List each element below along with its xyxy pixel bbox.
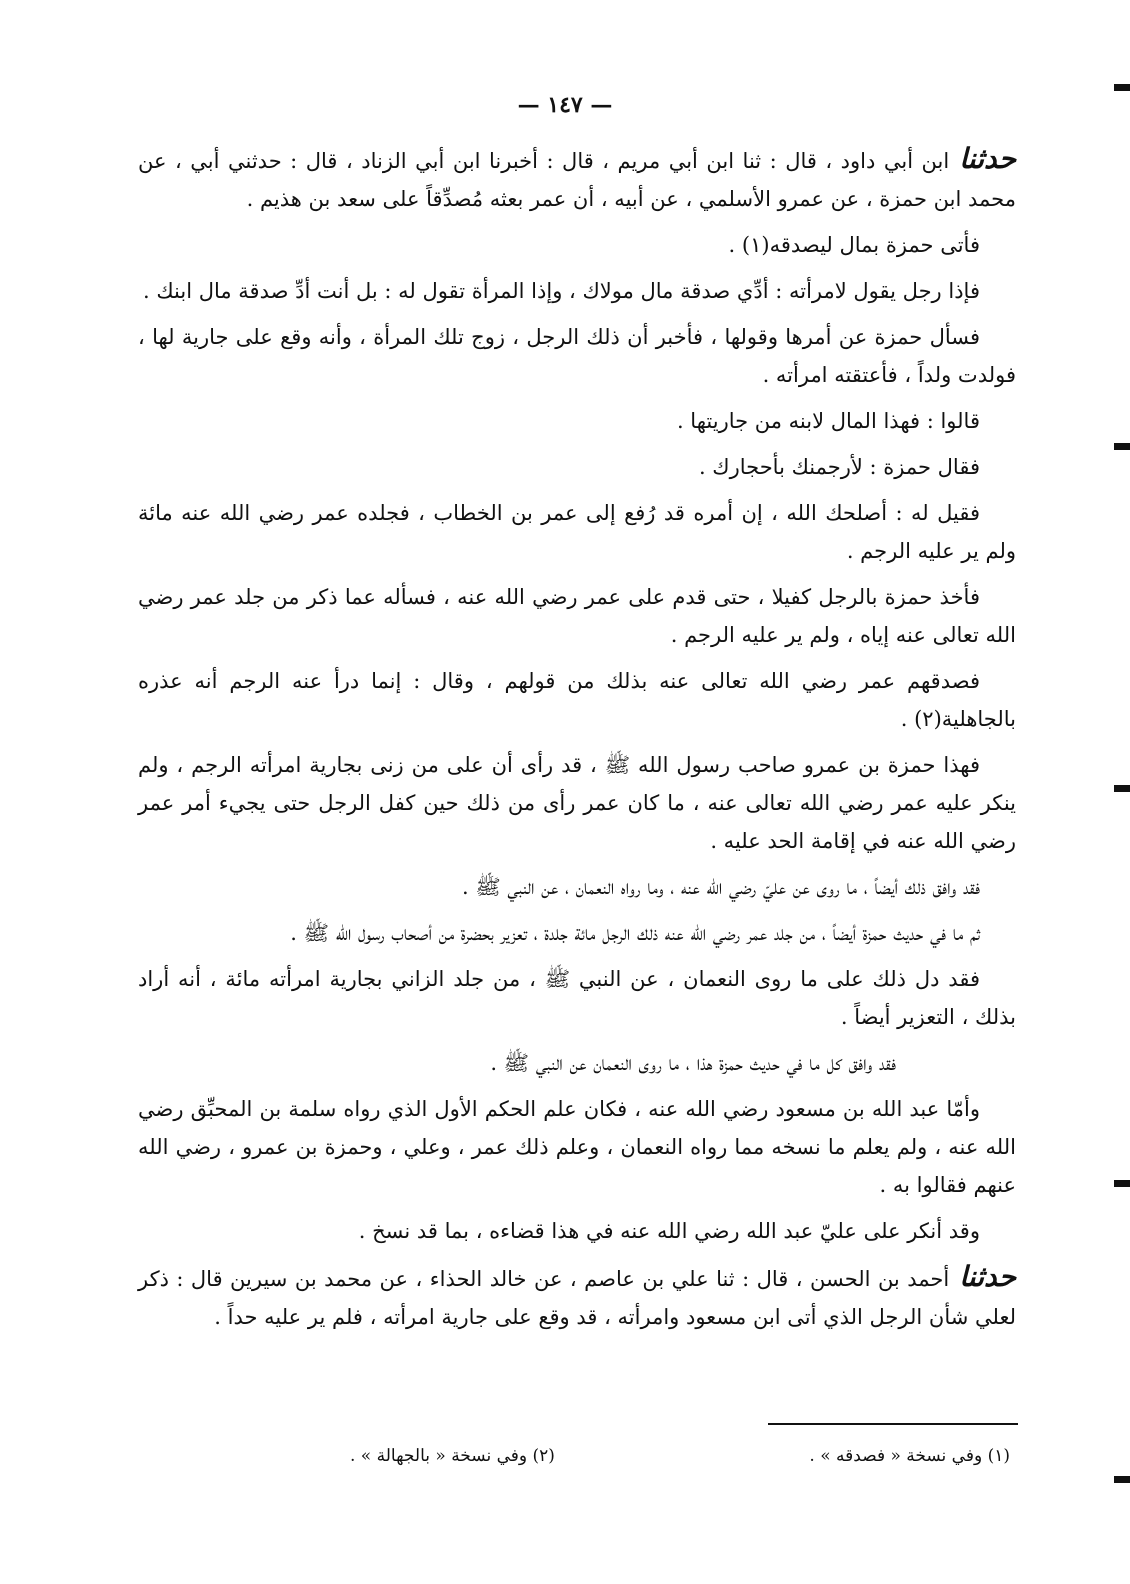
paragraph-13: فقد دل ذلك على ما روى النعمان ، عن النبي ﷺ ، من جلد الزاني بجارية امرأته مائة ، أنه أراد بذلك ، التعزير أيضاً .	[138, 967, 1016, 1029]
paragraph-9: فصدقهم عمر رضي الله تعالى عنه بذلك من قولهم ، وقال : إنما درأ عنه الرجم أنه عذره بالجاهلية(٢) .	[138, 669, 1016, 731]
paragraph-1-text: ابن أبي داود ، قال : ثنا ابن أبي مريم ، قال : أخبرنا ابن أبي الزناد ، قال : حدثني أبي ، عن محمد ابن حمزة ، عن عمرو الأسلمي ، عن أبيه ، أن عمر بعثه مُصدِّقاً على سعد بن هذيم .	[138, 149, 1016, 211]
paragraph-8: فأخذ حمزة بالرجل كفيلا ، حتى قدم على عمر رضي الله عنه ، فسأله عما ذكر من جلد عمر رضي الله تعالى عنه إياه ، ولم ير عليه الرجم .	[138, 585, 1016, 647]
footnotes	[350, 1446, 1010, 1466]
paragraph-2: فأتى حمزة بمال ليصدقه(١) .	[728, 233, 980, 257]
page-number: — ١٤٧ —	[517, 92, 613, 118]
paragraph-4: فسأل حمزة عن أمرها وقولها ، فأخبر أن ذلك الرجل ، زوج تلك المرأة ، وأنه وقع على جارية لها ، فولدت ولداً ، فأعتقته امرأته .	[138, 325, 1016, 387]
scan-edge-mark	[1114, 443, 1130, 450]
paragraph-7: فقيل له : أصلحك الله ، إن أمره قد رُفع إلى عمر بن الخطاب ، فجلده عمر رضي الله عنه مائة ولم ير عليه الرجم .	[138, 501, 1016, 563]
paragraph-1	[138, 140, 1016, 218]
paragraph-12: ثم ما في حديث حمزة أيضاً ، من جلد عمر رضي الله عنه ذلك الرجل مائة جلدة ، تعزير بحضرة من أصحاب رسول الله ﷺ .	[290, 921, 980, 945]
scan-edge-mark	[1114, 84, 1130, 91]
scan-edge-mark	[1114, 1476, 1130, 1483]
body-text	[138, 140, 1016, 1344]
footnote-2: (٢) وفي نسخة « بالجهالة » .	[350, 1446, 555, 1466]
paragraph-6: فقال حمزة : لأرجمنك بأحجارك .	[698, 455, 980, 479]
paragraph-17-text: أحمد بن الحسن ، قال : ثنا علي بن عاصم ، عن خالد الحذاء ، عن محمد بن سيرين قال : ذكر لعلي شأن الرجل الذي أتى ابن مسعود وامرأته ، قد وقع على جارية امرأته ، فلم ير عليه حداً .	[138, 1267, 1016, 1329]
scan-edge-mark	[1114, 785, 1130, 792]
paragraph-16: وقد أنكر على عليّ عبد الله رضي الله عنه في هذا قضاءه ، بما قد نسخ .	[358, 1219, 980, 1243]
paragraph-10: فهذا حمزة بن عمرو صاحب رسول الله ﷺ ، قد رأى أن على من زنى بجارية امرأته الرجم ، ولم ينكر عليه عمر رضي الله تعالى عنه ، ما كان عمر رأى من ذلك حين كفل الرجل حتى يجيء أمر عمر رضي الله عنه في إقامة الحد عليه .	[138, 753, 1016, 853]
paragraph-14: فقد وافق كل ما في حديث حمزة هذا ، ما روى النعمان عن النبي ﷺ .	[490, 1051, 896, 1075]
paragraph-15: وأمّا عبد الله بن مسعود رضي الله عنه ، فكان علم الحكم الأول الذي رواه سلمة بن المحبِّق رضي الله عنه ، ولم يعلم ما نسخه مما رواه النعمان ، وعلم ذلك عمر ، وعلي ، وحمزة بن عمرو ، رضي الله عنهم فقالوا به .	[138, 1097, 1016, 1197]
paragraph-17	[138, 1258, 1016, 1336]
paragraph-1-lead: حدثنا	[959, 142, 1016, 175]
footnote-separator	[768, 1423, 1018, 1425]
paragraph-5: قالوا : فهذا المال لابنه من جاريتها .	[676, 409, 980, 433]
footnote-1: (١) وفي نسخة « فصدقه » .	[809, 1446, 1010, 1466]
paragraph-11: فقد وافق ذلك أيضاً ، ما روى عن عليّ رضي الله عنه ، وما رواه النعمان ، عن النبي ﷺ .	[462, 875, 980, 899]
paragraph-3: فإذا رجل يقول لامرأته : أدِّي صدقة مال مولاك ، وإذا المرأة تقول له : بل أنت أدِّ صدقة مال ابنك .	[142, 279, 980, 303]
scan-edge-mark	[1114, 1180, 1130, 1187]
paragraph-17-lead: حدثنا	[959, 1260, 1016, 1293]
